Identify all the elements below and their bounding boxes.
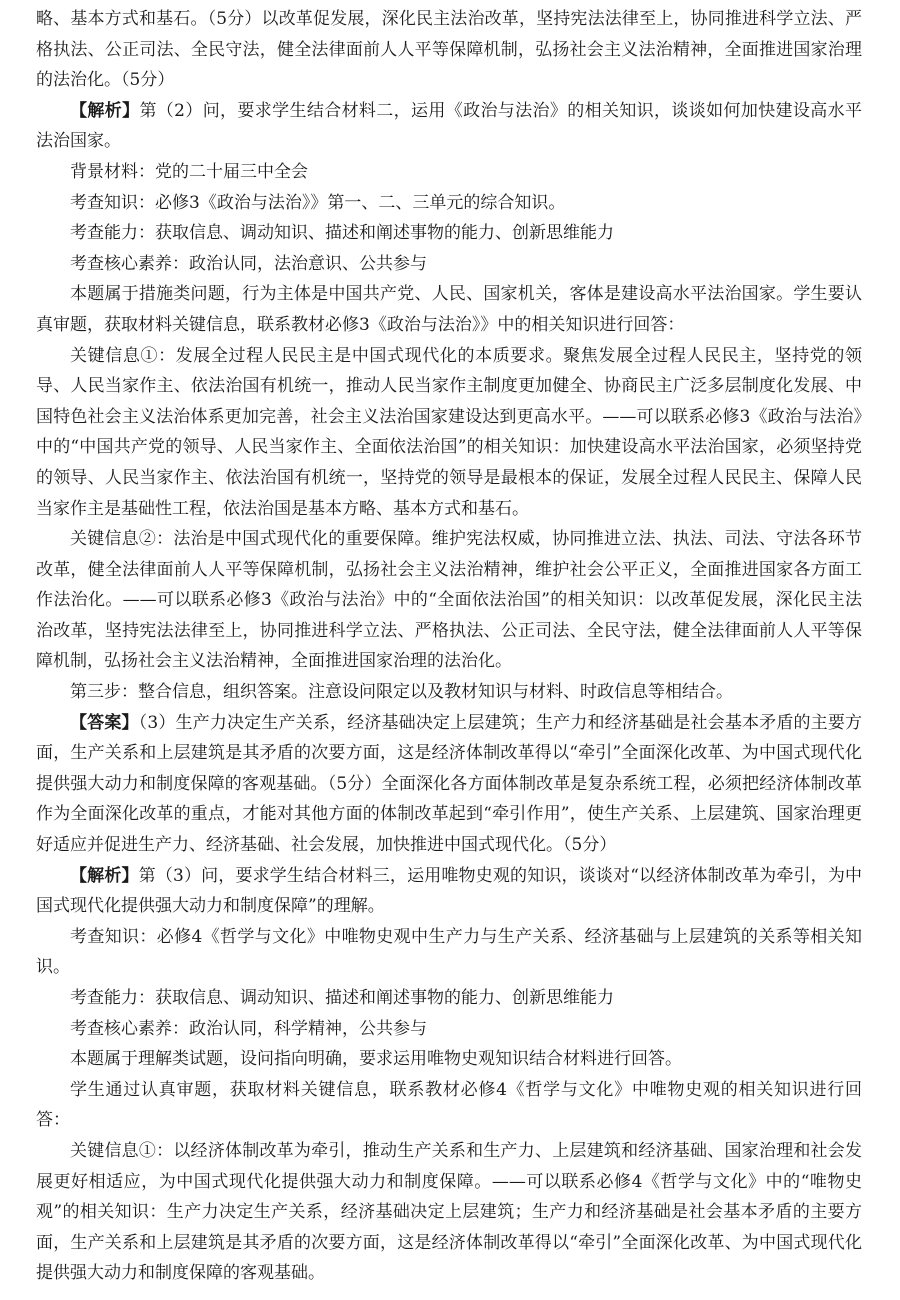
paragraph: 关键信息①：以经济体制改革为牵引，推动生产关系和生产力、上层建筑和经济基础、国家治理和社会发展更好相适应，为中国式现代化提供强大动力和制度保障。——可以联系必修4《哲学与文化》中的“唯物史观”的相关知识：生产力决定生产关系，经济基础决定上层建筑；生产力和经济基础是社会基本矛盾的主要方面，生产关系和上层建筑是其矛盾的次要方面，这是经济体制改革得以“牵引”全面深化改革、为中国式现代化提供强大动力和制度保障的客观基础。	[36, 1140, 862, 1284]
paragraph: 第三步：整合信息，组织答案。注意设问限定以及教材知识与材料、时政信息等相结合。	[70, 682, 733, 703]
paragraph: 考查核心素养：政治认同，科学精神，公共参与	[70, 1018, 427, 1039]
paragraph: 关键信息②：法治是中国式现代化的重要保障。维护宪法权威，协同推进立法、执法、司法、守法各环节改革，健全法律面前人人平等保障机制，弘扬社会主义法治精神，维护社会公平正义，全面推进国家各方面工作法治化。——可以联系必修3《政治与法治》中的“全面依法治国”的相关知识：以改革促发展，深化民主法治改革，坚持宪法法律至上，协同推进科学立法、严格执法、公正司法、全民守法，健全法律面前人人平等保障机制，弘扬社会主义法治精神，全面推进国家治理的法治化。	[36, 529, 862, 672]
analysis-paragraph: 【解析】第（2）问，要求学生结合材料二，运用《政治与法治》的相关知识，谈谈如何加快建设高水平法治国家。	[36, 100, 862, 152]
paragraph: 背景材料：党的二十届三中全会	[70, 161, 308, 182]
paragraph: 本题属于理解类试题，设问指向明确，要求运用唯物史观知识结合材料进行回答。	[70, 1049, 682, 1070]
paragraph: 学生通过认真审题，获取材料关键信息，联系教材必修4《哲学与文化》中唯物史观的相关知识进行回答：	[36, 1079, 862, 1131]
paragraph: 考查能力：获取信息、调动知识、描述和阐述事物的能力、创新思维能力	[70, 988, 614, 1008]
analysis-paragraph: 【解析】第（3）问，要求学生结合材料三，运用唯物史观的知识，谈谈对“以经济体制改革为牵引，为中国式现代化提供强大动力和制度保障”的理解。	[36, 865, 862, 917]
paragraph: 考查知识：必修4《哲学与文化》中唯物史观中生产力与生产关系、经济基础与上层建筑的关系等相关知识。	[36, 926, 862, 978]
paragraph: 考查知识：必修3《政治与法治》》第一、二、三单元的综合知识。	[70, 192, 566, 213]
answer-paragraph: 【答案】（3）生产力决定生产关系，经济基础决定上层建筑；生产力和经济基础是社会基本矛盾的主要方面，生产关系和上层建筑是其矛盾的次要方面，这是经济体制改革得以“牵引”全面深化改革、为中国式现代化提供强大动力和制度保障的客观基础。（5分）全面深化各方面体制改革是复杂系统工程，必须把经济体制改革作为全面深化改革的重点，才能对其他方面的体制改革起到“牵引作用”，使生产关系、上层建筑、国家治理更好适应并促进生产力、经济基础、社会发展，加快推进中国式现代化。（5分）	[36, 712, 862, 856]
paragraph: 略、基本方式和基石。（5分）以改革促发展，深化民主法治改革，坚持宪法法律至上，协同推进科学立法、严格执法、公正司法、全民守法，健全法律面前人人平等保障机制，弘扬社会主义法治精神，全面推进国家治理的法治化。（5分）	[36, 9, 862, 91]
answer-tag: 【答案】	[70, 712, 139, 733]
paragraph: 关键信息①：发展全过程人民民主是中国式现代化的本质要求。聚焦发展全过程人民民主，坚持党的领导、人民当家作主、依法治国有机统一，推动人民当家作主制度更加健全、协商民主广泛多层制度化发展、中国特色社会主义法治体系更加完善，社会主义法治国家建设达到更高水平。——可以联系必修3《政治与法治》中的“中国共产党的领导、人民当家作主、全面依法治国”的相关知识：加快建设高水平法治国家，必须坚持党的领导、人民当家作主、依法治国有机统一，坚持党的领导是最根本的保证，发展全过程人民民主、保障人民当家作主是基础性工程，依法治国是基本方略、基本方式和基石。	[36, 345, 862, 519]
paragraph: 考查能力：获取信息、调动知识、描述和阐述事物的能力、创新思维能力	[70, 223, 614, 244]
analysis-tag: 【解析】	[70, 100, 140, 121]
analysis-tag: 【解析】	[70, 865, 139, 886]
paragraph: 本题属于措施类问题，行为主体是中国共产党、人民、国家机关，客体是建设高水平法治国家。学生要认真审题，获取材料关键信息，联系教材必修3《政治与法治》》中的相关知识进行回答：	[36, 284, 862, 335]
paragraph: 考查核心素养：政治认同，法治意识、公共参与	[70, 253, 427, 274]
